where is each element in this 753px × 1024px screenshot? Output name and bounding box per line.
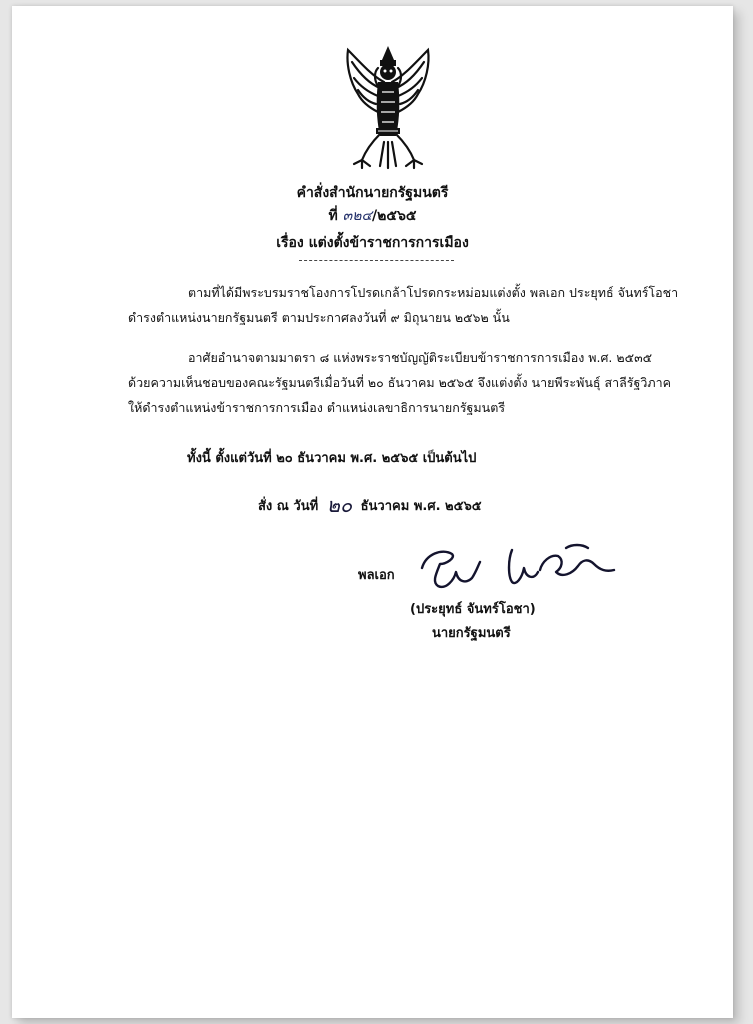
garuda-emblem-icon: [332, 42, 444, 170]
order-day-handwritten: ๒๐: [326, 493, 353, 517]
paragraph2-line1: อาศัยอำนาจตามมาตรา ๘ แห่งพระราชบัญญัติระเบียบข้าราชการการเมือง พ.ศ. ๒๕๓๕: [188, 350, 653, 365]
order-date-suffix: ธันวาคม พ.ศ. ๒๕๖๕: [360, 499, 482, 514]
signatory-rank: พลเอก: [358, 568, 395, 583]
effective-date: ทั้งนี้ ตั้งแต่วันที่ ๒๐ ธันวาคม พ.ศ. ๒๕๖๕ เป็นต้นไป: [187, 451, 477, 466]
paragraph2-line2: ด้วยความเห็นชอบของคณะรัฐมนตรีเมื่อวันที่ ๒๐ ธันวาคม ๒๕๖๕ จึงแต่งตั้ง นายพีระพันธุ์ สาลีรัฐวิภาค: [128, 375, 672, 390]
order-number: [12, 205, 733, 227]
handwritten-signature: [416, 534, 616, 596]
order-date-prefix: สั่ง ณ วันที่: [258, 499, 319, 514]
divider-line: [299, 260, 454, 261]
order-number-suffix: /๒๕๖๕: [372, 208, 417, 224]
order-number-prefix: ที่: [328, 208, 338, 224]
order-date: [258, 489, 482, 521]
signatory-title: นายกรัฐมนตรี: [432, 626, 511, 641]
order-number-handwritten: ๓๒๔: [342, 208, 373, 224]
paragraph1-line1: ตามที่ได้มีพระบรมราชโองการโปรดเกล้าโปรดกระหม่อมแต่งตั้ง พลเอก ประยุทธ์ จันทร์โอชา: [188, 285, 679, 300]
paragraph1-line2: ดำรงตำแหน่งนายกรัฐมนตรี ตามประกาศลงวันที่ ๙ มิถุนายน ๒๕๖๒ นั้น: [128, 310, 510, 325]
paragraph2-line3: ให้ดำรงตำแหน่งข้าราชการการเมือง ตำแหน่งเลขาธิการนายกรัฐมนตรี: [128, 400, 506, 415]
signatory-name: (ประยุทธ์ จันทร์โอชา): [410, 602, 536, 617]
order-heading: คำสั่งสำนักนายกรัฐมนตรี: [296, 185, 449, 201]
document-page: [12, 6, 733, 1018]
order-subject: เรื่อง แต่งตั้งข้าราชการการเมือง: [276, 235, 469, 251]
